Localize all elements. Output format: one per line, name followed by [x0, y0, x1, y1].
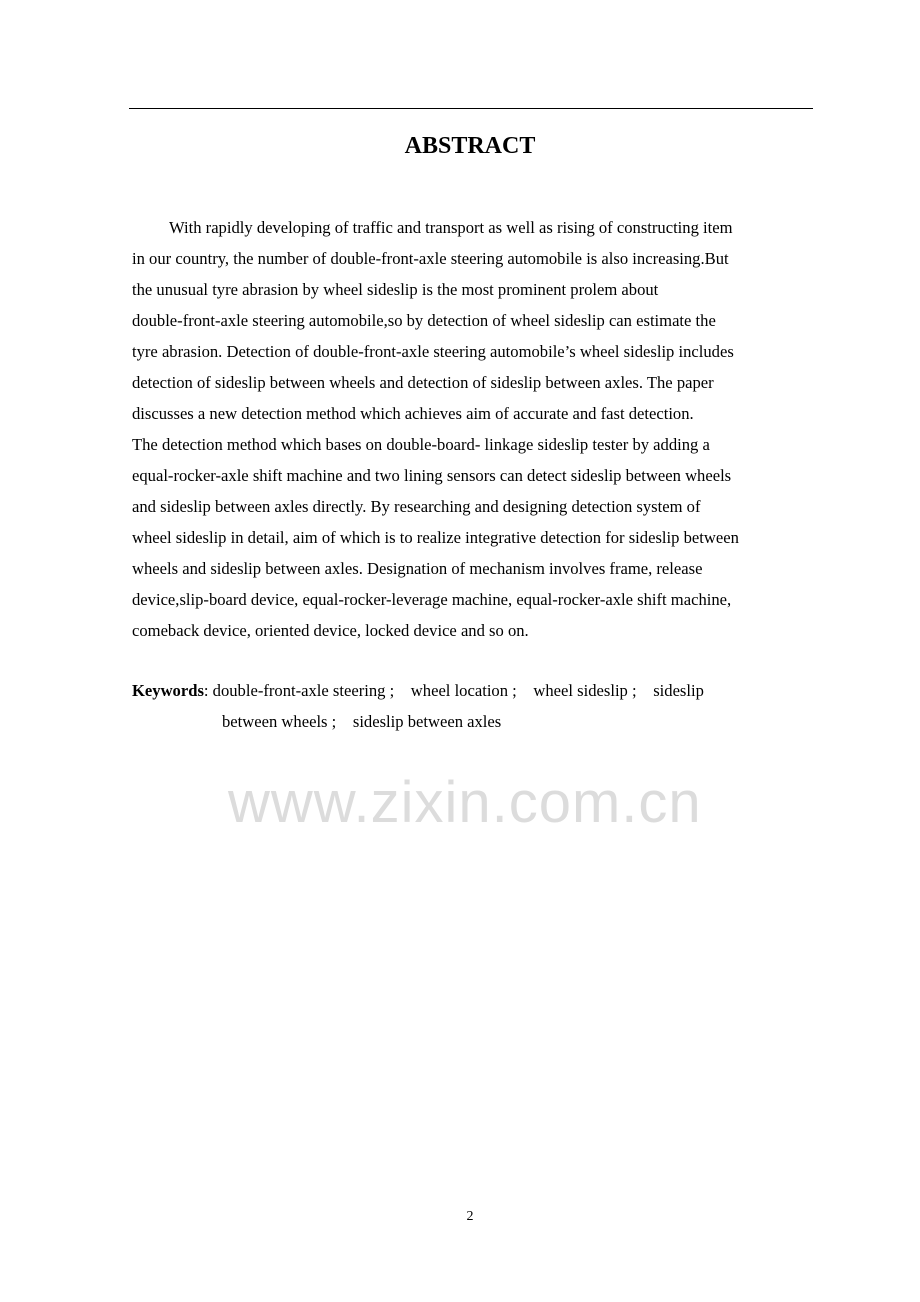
page-number: 2 — [466, 1209, 474, 1224]
abstract-line: wheels and sideslip between axles. Designation of mechanism involves frame, release — [132, 559, 703, 578]
page-title: ABSTRACT — [404, 133, 536, 159]
abstract-line: tyre abrasion. Detection of double-front-axle steering automobile’s wheel sideslip includes — [132, 342, 734, 361]
abstract-line: device,slip-board device, equal-rocker-leverage machine, equal-rocker-axle shift machine, — [132, 590, 732, 609]
abstract-line: equal-rocker-axle shift machine and two lining sensors can detect sideslip between wheels — [132, 466, 732, 485]
header-rule — [129, 108, 813, 109]
abstract-line: wheel sideslip in detail, aim of which is to realize integrative detection for sideslip between — [132, 528, 739, 547]
abstract-line: discusses a new detection method which achieves aim of accurate and fast detection. — [132, 404, 694, 423]
abstract-line: With rapidly developing of traffic and transport as well as rising of constructing item — [169, 218, 733, 237]
abstract-line: comeback device, oriented device, locked device and so on. — [132, 621, 529, 640]
keywords-label: Keywords — [132, 681, 204, 700]
watermark: www.zixin.com.cn — [228, 770, 702, 835]
abstract-line: in our country, the number of double-front-axle steering automobile is also increasing.But — [132, 249, 729, 268]
abstract-line: and sideslip between axles directly. By researching and designing detection system of — [132, 497, 701, 516]
abstract-line: the unusual tyre abrasion by wheel sideslip is the most prominent prolem about — [132, 280, 659, 299]
abstract-line: double-front-axle steering automobile,so by detection of wheel sideslip can estimate the — [132, 311, 716, 330]
keywords-line-1 — [132, 681, 704, 701]
keywords-line-2: between wheels ; sideslip between axles — [222, 712, 502, 731]
abstract-line: detection of sideslip between wheels and detection of sideslip between axles. The paper — [132, 373, 714, 392]
keywords-text: : double-front-axle steering ; wheel location ; wheel sideslip ; sideslip — [203, 681, 704, 700]
abstract-line: The detection method which bases on double-board- linkage sideslip tester by adding a — [132, 435, 710, 454]
